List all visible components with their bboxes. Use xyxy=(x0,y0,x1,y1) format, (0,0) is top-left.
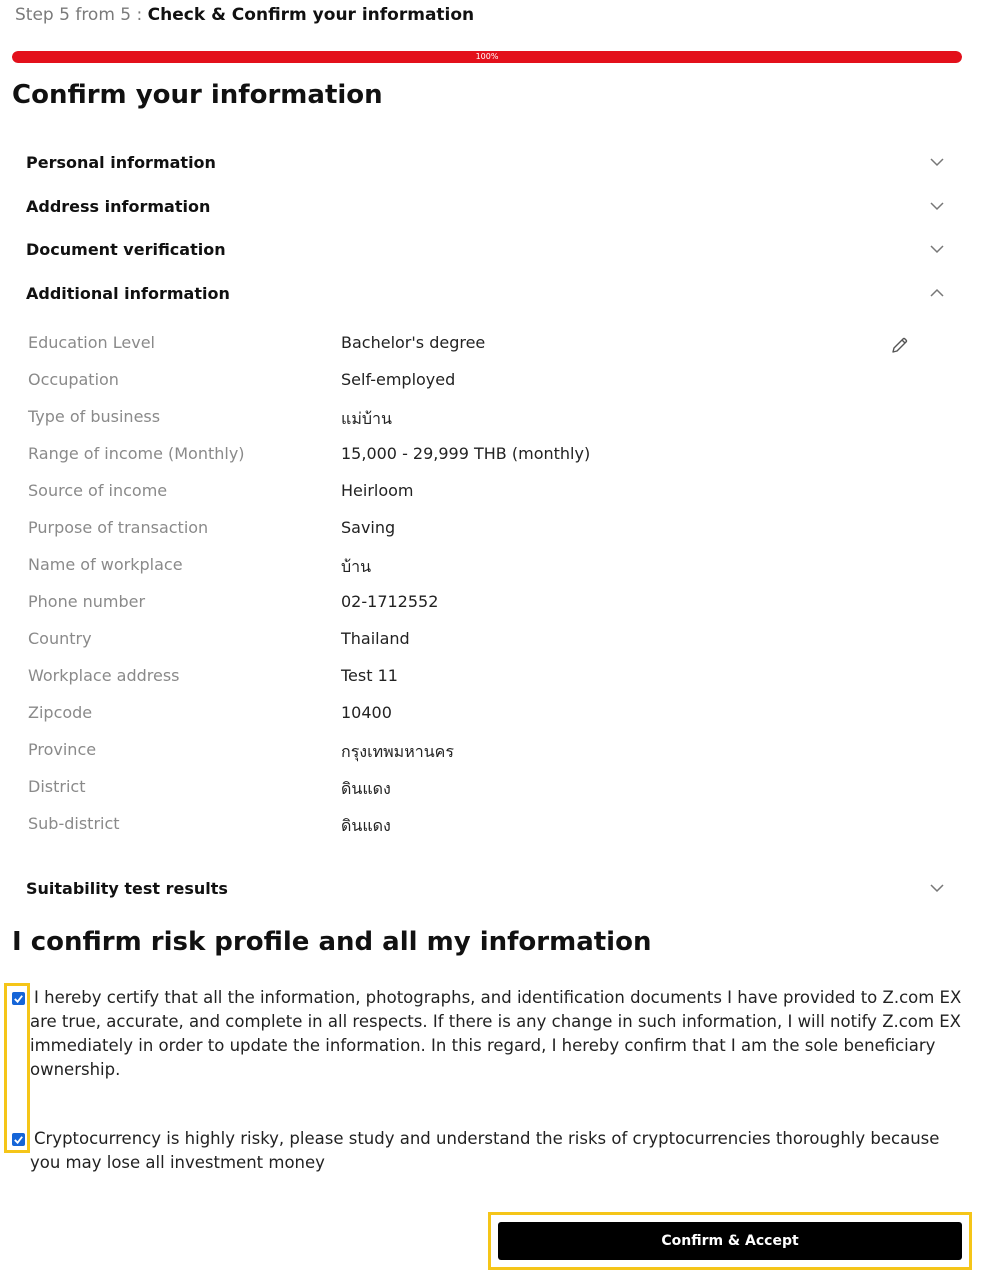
detail-row-purpose-of-transaction xyxy=(28,514,908,544)
detail-value: Saving xyxy=(341,518,396,537)
detail-label: Purpose of transaction xyxy=(28,518,209,537)
accordion-label: Address information xyxy=(26,196,211,216)
risk-consent-text: Cryptocurrency is highly risky, please study and understand the risks of cryptocurrencies thoroughly because you may lose all investment money xyxy=(30,1129,940,1172)
detail-label: Workplace address xyxy=(28,666,180,685)
accordion-document-verification[interactable] xyxy=(12,229,960,269)
accordion-suitability-test-results[interactable] xyxy=(12,868,960,908)
chevron-down-icon xyxy=(929,198,945,214)
confirm-accept-button[interactable]: Confirm & Accept xyxy=(498,1222,962,1260)
detail-row-type-of-business xyxy=(28,403,908,433)
checkmark-icon xyxy=(13,1134,24,1145)
detail-value: Thailand xyxy=(341,629,410,648)
detail-row-income-range xyxy=(28,440,908,470)
detail-label: Country xyxy=(28,629,92,648)
detail-label: Zipcode xyxy=(28,703,93,722)
detail-row-source-of-income xyxy=(28,477,908,507)
accordion-label: Additional information xyxy=(26,283,230,303)
detail-row-education-level xyxy=(28,329,908,359)
detail-label: Sub-district xyxy=(28,814,120,833)
detail-value: 10400 xyxy=(341,703,392,722)
detail-label: Type of business xyxy=(28,407,161,426)
accordion-label: Personal information xyxy=(26,152,216,172)
detail-label: Source of income xyxy=(28,481,168,500)
detail-label: Phone number xyxy=(28,592,146,611)
detail-row-sub-district xyxy=(28,810,908,840)
accordion-label: Document verification xyxy=(26,239,226,259)
risk-acknowledge-checkbox[interactable] xyxy=(12,1133,25,1146)
detail-value: บ้าน xyxy=(341,557,372,576)
certify-consent-text: I hereby certify that all the information, photographs, and identification documents I have provided to Z.com EX are true, accurate, and complete in all respects. If there is any change in such information, I will notify Z.com EX immediately in order to update the information. In this regard, I hereby confirm that I am the sole beneficiary ownership. xyxy=(30,988,962,1079)
step-header xyxy=(15,5,474,25)
progress-label: 100% xyxy=(475,52,499,61)
detail-value: Test 11 xyxy=(341,666,398,685)
progress-fill xyxy=(12,51,962,63)
detail-row-name-of-workplace xyxy=(28,551,908,581)
accordion-address-information[interactable] xyxy=(12,186,960,226)
detail-value: Self-employed xyxy=(341,370,456,389)
progress-bar xyxy=(12,51,962,63)
certify-checkbox[interactable] xyxy=(12,992,25,1005)
detail-row-workplace-address xyxy=(28,662,908,692)
detail-value: Heirloom xyxy=(341,481,414,500)
chevron-down-icon xyxy=(929,880,945,896)
confirm-title: I confirm risk profile and all my information xyxy=(12,927,652,957)
chevron-up-icon xyxy=(929,285,945,301)
detail-row-occupation xyxy=(28,366,908,396)
accordion-label: Suitability test results xyxy=(26,878,228,898)
detail-value: 02-1712552 xyxy=(341,592,439,611)
detail-row-phone-number xyxy=(28,588,908,618)
detail-label: Name of workplace xyxy=(28,555,183,574)
detail-label: District xyxy=(28,777,86,796)
detail-row-country xyxy=(28,625,908,655)
detail-label: Occupation xyxy=(28,370,119,389)
detail-row-zipcode xyxy=(28,699,908,729)
accordion-additional-information[interactable] xyxy=(12,273,960,313)
step-title: Check & Confirm your information xyxy=(147,5,475,25)
page-title: Confirm your information xyxy=(12,80,383,110)
detail-label: Education Level xyxy=(28,333,155,352)
detail-value: ดินแดง xyxy=(341,779,391,798)
detail-value: Bachelor's degree xyxy=(341,333,486,352)
detail-value: ดินแดง xyxy=(341,816,391,835)
accordion-personal-information[interactable] xyxy=(12,142,960,182)
detail-row-district xyxy=(28,773,908,803)
detail-value: แม่บ้าน xyxy=(341,409,392,428)
detail-value: 15,000 - 29,999 THB (monthly) xyxy=(341,444,591,463)
checkbox-highlight-frame xyxy=(4,983,30,1153)
detail-value: กรุงเทพมหานคร xyxy=(341,742,454,761)
checkmark-icon xyxy=(13,993,24,1004)
detail-label: Range of income (Monthly) xyxy=(28,444,245,463)
detail-label: Province xyxy=(28,740,97,759)
step-prefix: Step 5 from 5 : xyxy=(15,5,143,25)
chevron-down-icon xyxy=(929,241,945,257)
chevron-down-icon xyxy=(929,154,945,170)
detail-row-province xyxy=(28,736,908,766)
